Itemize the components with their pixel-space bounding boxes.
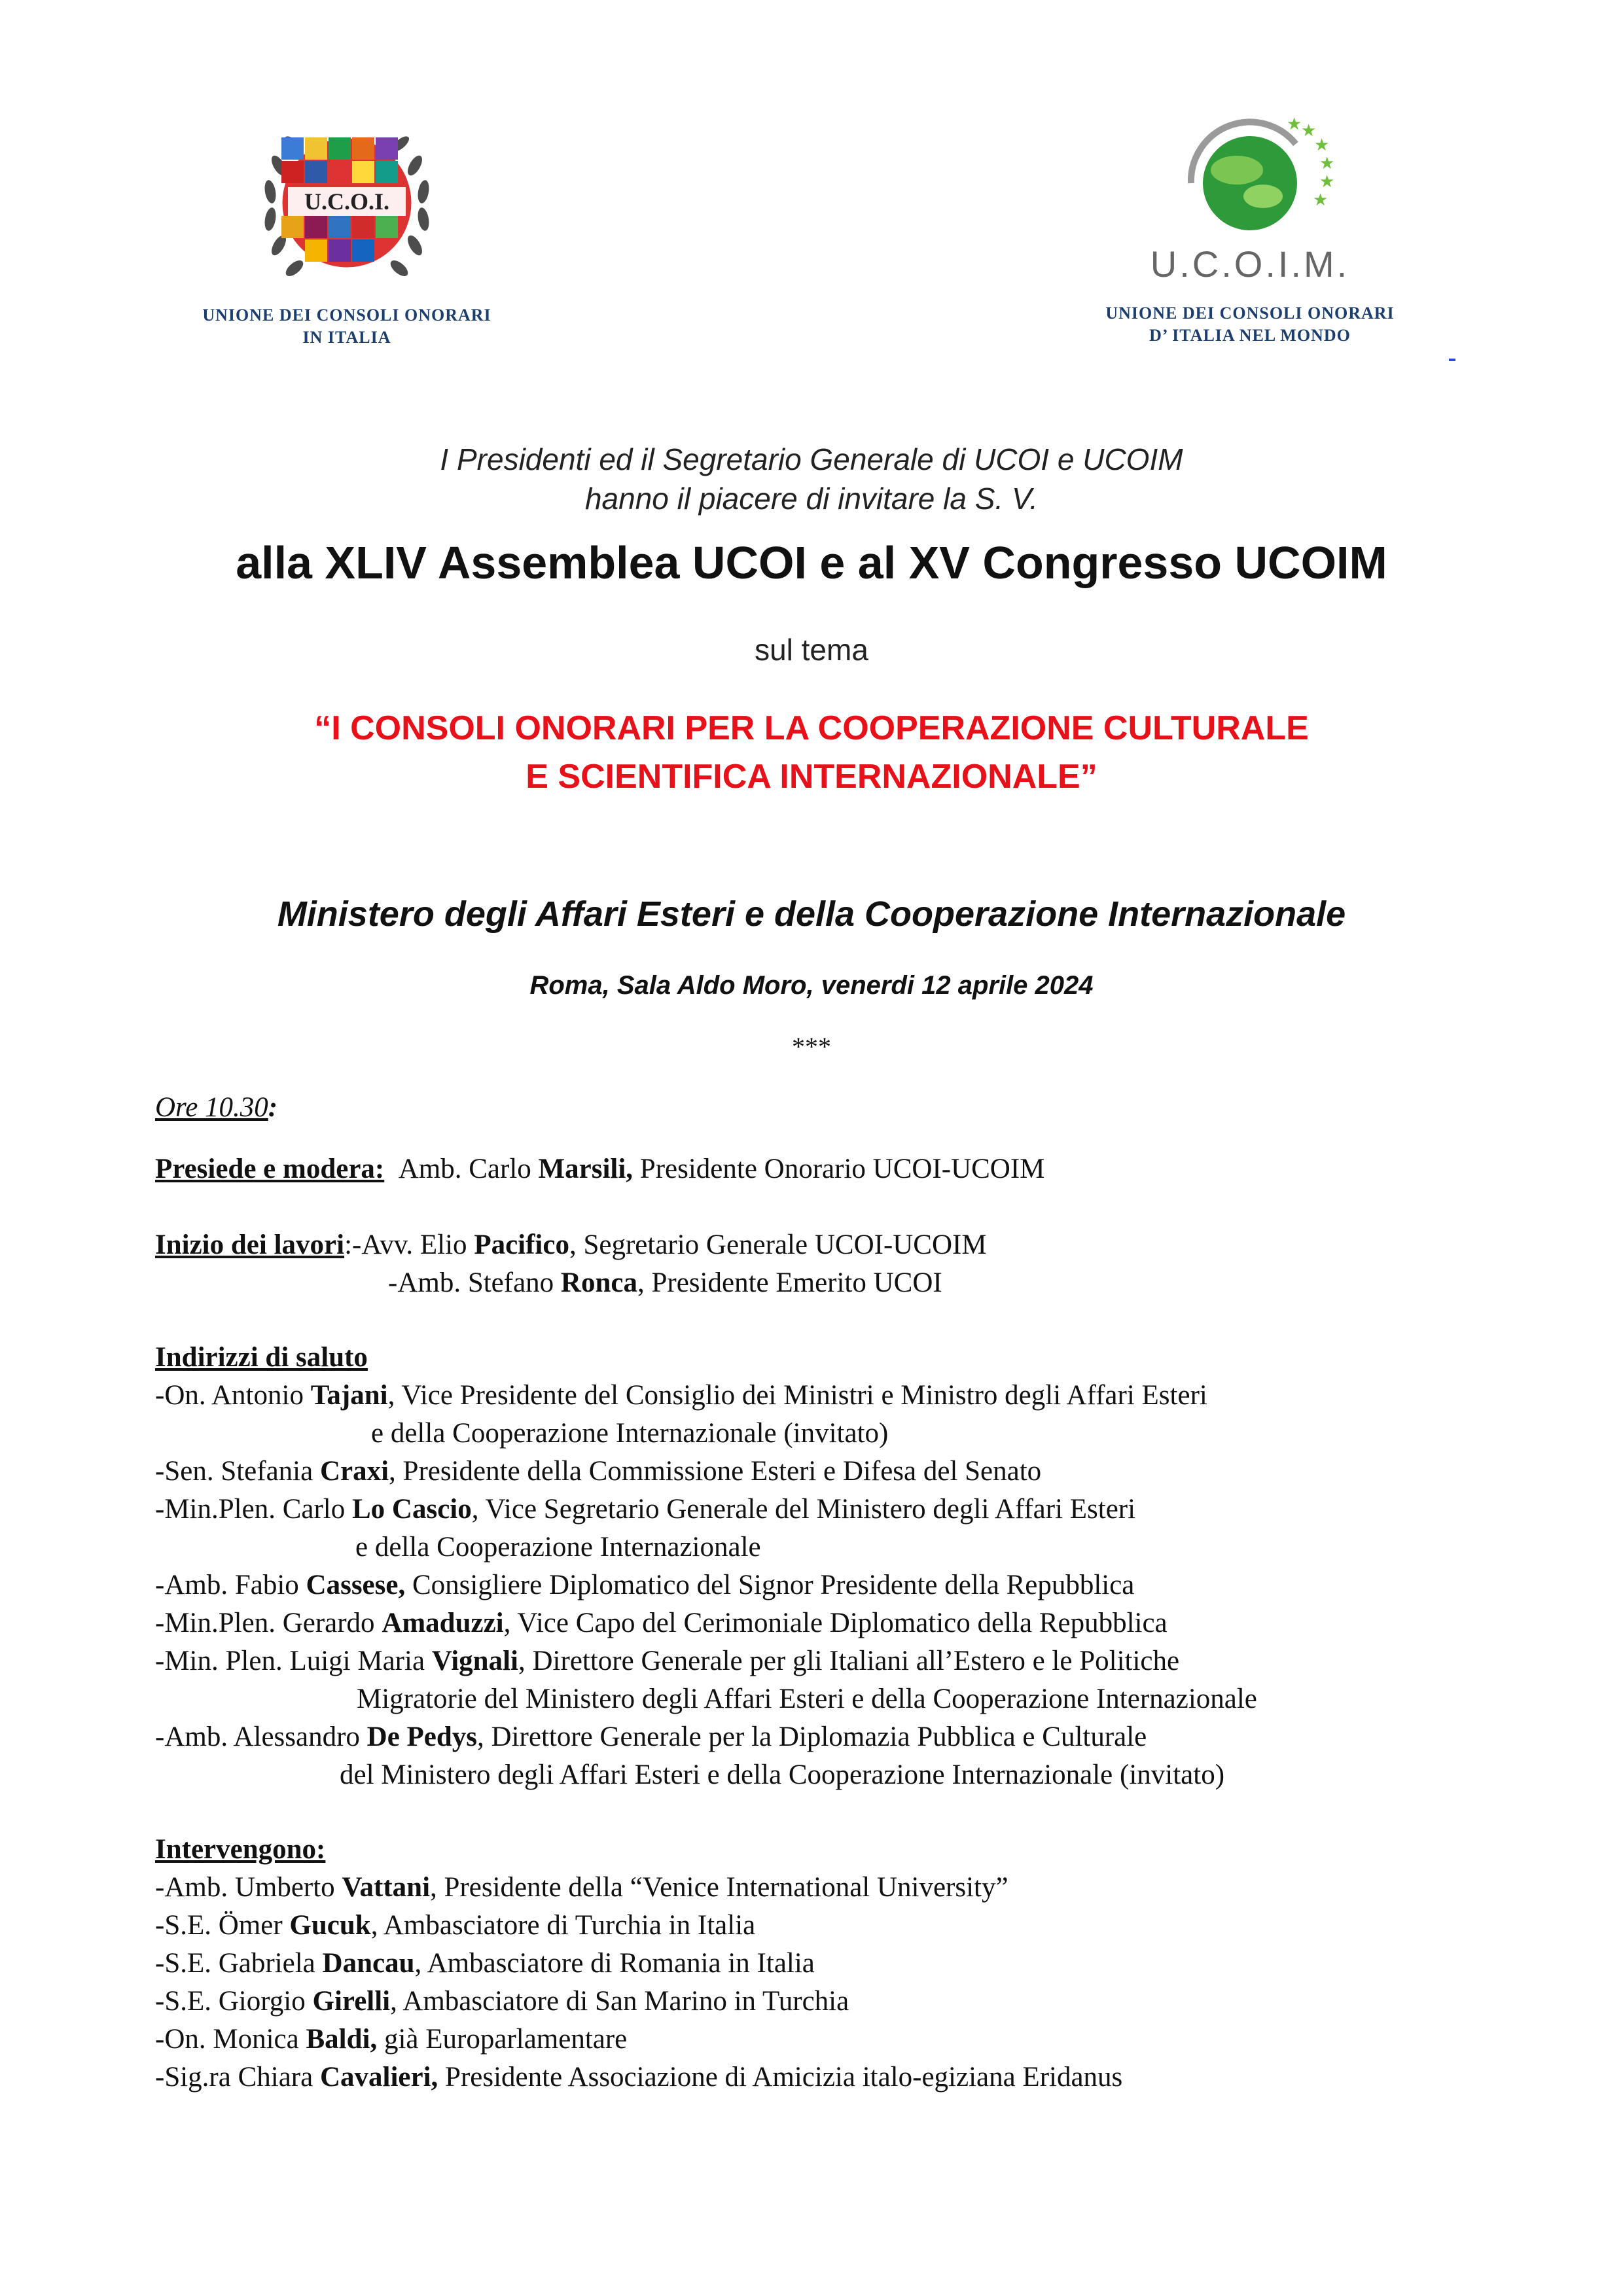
speaker-item: -Amb. Umberto Vattani, Presidente della “Venice International University” — [155, 1872, 1008, 1903]
svg-text:★: ★ — [1287, 115, 1302, 133]
speaker-item: -S.E. Gabriela Dancau, Ambasciatore di Romania in Italia — [155, 1948, 815, 1979]
separator: *** — [792, 1032, 831, 1061]
svg-text:★: ★ — [1301, 121, 1317, 140]
chair-line: Presiede e modera: Amb. Carlo Marsili, Presidente Onorario UCOI-UCOIM — [155, 1154, 1045, 1184]
venue-date: Roma, Sala Aldo Moro, venerdi 12 aprile 2024 — [529, 971, 1094, 1000]
greeting-item: -Amb. Alessandro De Pedys, Direttore Generale per la Diplomazia Pubblica e Culturale — [155, 1722, 1147, 1752]
svg-text:★: ★ — [1313, 190, 1329, 209]
main-title: alla XLIV Assemblea UCOI e al XV Congresso UCOIM — [236, 537, 1387, 588]
svg-text:★: ★ — [1319, 172, 1335, 191]
globe-icon — [1145, 105, 1355, 236]
svg-text:U.C.O.I.: U.C.O.I. — [304, 188, 390, 215]
ucoim-wordmark: U.C.O.I.M. — [1150, 243, 1350, 285]
greeting-item: -Min.Plen. Carlo Lo Cascio, Vice Segretario Generale del Ministero degli Affari Esteri — [155, 1494, 1136, 1525]
greeting-item-cont: Migratorie del Ministero degli Affari Esteri e della Cooperazione Internazionale — [357, 1684, 1257, 1714]
speakers-heading: Intervengono: — [155, 1834, 326, 1865]
greeting-item: -Amb. Fabio Cassese, Consigliere Diplomatico del Signor Presidente della Repubblica — [155, 1570, 1135, 1600]
greeting-item-cont: e della Cooperazione Internazionale (invitato) — [371, 1418, 889, 1449]
greetings-heading: Indirizzi di saluto — [155, 1342, 368, 1373]
theme-label: sul tema — [755, 633, 868, 667]
speaker-item: -S.E. Giorgio Girelli, Ambasciatore di San Marino in Turchia — [155, 1986, 849, 2017]
program — [155, 1089, 1529, 2096]
ucoi-logo — [196, 105, 497, 349]
opening-line: Inizio dei lavori:-Avv. Elio Pacifico, Segretario Generale UCOI-UCOIM — [155, 1229, 987, 1260]
speaker-item: -Sig.ra Chiara Cavalieri, Presidente Associazione di Amicizia italo-egiziana Eridanus — [155, 2062, 1123, 2093]
theme-title: “I CONSOLI ONORARI PER LA COOPERAZIONE CULTURALE E SCIENTIFICA INTERNAZIONALE” — [314, 709, 1309, 796]
svg-text:★: ★ — [1314, 135, 1330, 154]
greeting-item: -On. Antonio Tajani, Vice Presidente del Consiglio dei Ministri e Ministro degli Affari Esteri — [155, 1380, 1207, 1411]
intro-text: I Presidenti ed il Segretario Generale di UCOI e UCOIM hanno il piacere di invitare la S. V. — [440, 442, 1183, 516]
time-line: Ore 10.30: — [155, 1092, 278, 1123]
speaker-item: -On. Monica Baldi, già Europarlamentare — [155, 2024, 628, 2055]
ministry-title: Ministero degli Affari Esteri e della Cooperazione Internazionale — [277, 894, 1346, 934]
ucoim-logo — [1080, 105, 1420, 347]
greeting-item: -Min.Plen. Gerardo Amaduzzi, Vice Capo del Cerimoniale Diplomatico della Repubblica — [155, 1608, 1168, 1638]
ucoi-caption: UNIONE DEI CONSOLI ONORARI IN ITALIA — [202, 306, 491, 347]
opening-line: -Amb. Stefano Ronca, Presidente Emerito UCOI — [388, 1267, 942, 1298]
speaker-item: -S.E. Ömer Gucuk, Ambasciatore di Turchia in Italia — [155, 1910, 756, 1941]
greeting-item: -Min. Plen. Luigi Maria Vignali, Direttore Generale per gli Italiani all’Estero e le Politiche — [155, 1646, 1180, 1676]
greeting-item: -Sen. Stefania Craxi, Presidente della Commissione Esteri e Difesa del Senato — [155, 1456, 1042, 1487]
blue-mark — [1449, 359, 1455, 361]
svg-text:★: ★ — [1319, 154, 1335, 173]
ucoi-emblem-icon — [249, 105, 445, 301]
greeting-item-cont: del Ministero degli Affari Esteri e della Cooperazione Internazionale (invitato) — [340, 1759, 1225, 1790]
ucoim-caption: UNIONE DEI CONSOLI ONORARI D’ ITALIA NEL MONDO — [1105, 304, 1395, 345]
greeting-item-cont: e della Cooperazione Internazionale — [355, 1532, 761, 1563]
